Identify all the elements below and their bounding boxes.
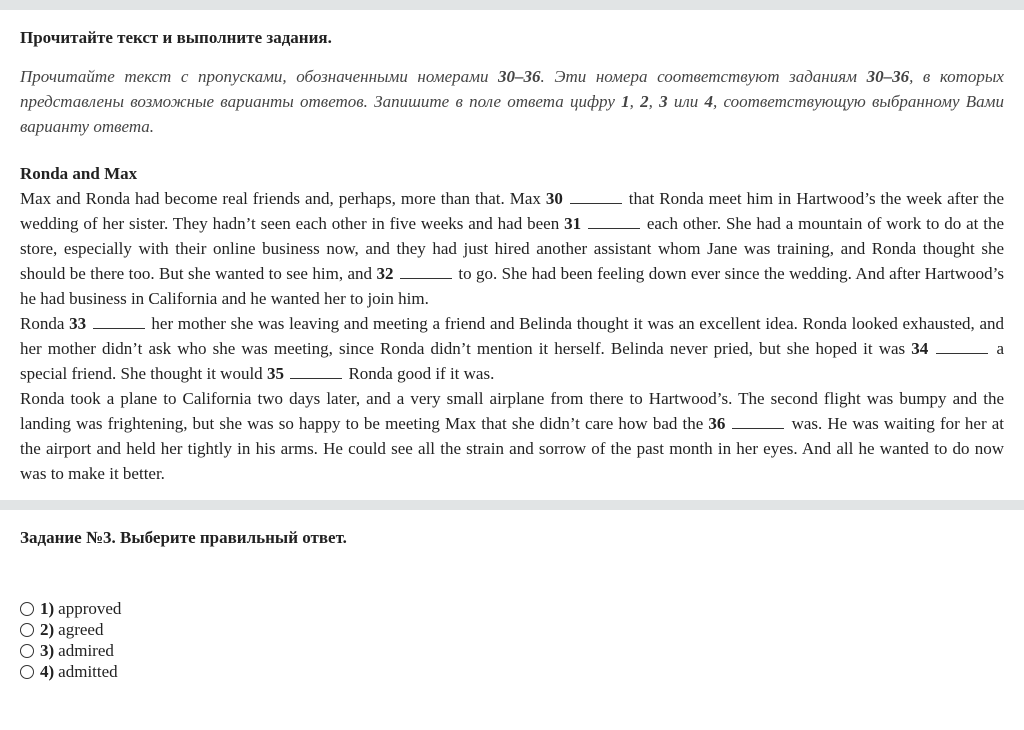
answer-option-2[interactable] — [20, 619, 1004, 640]
story-text-run: that Ronda meet him in Hartwood’s the week after the wedding of her sister. They hadn’t seen each other in five weeks and had been — [20, 189, 1005, 233]
gap-number: 33 — [69, 314, 87, 333]
gap-blank — [936, 339, 988, 354]
gap-number: 31 — [564, 214, 582, 233]
instruction-range: 30–36 — [498, 67, 541, 86]
instruction-digit: 1 — [621, 92, 630, 111]
radio-button[interactable] — [20, 665, 34, 679]
text-section — [0, 28, 1024, 486]
answer-options — [20, 598, 1004, 682]
story-text-run: to go. She had been feeling down ever since the wedding. And after Hartwood’s he had business in California and he wanted her to join him. — [20, 264, 1005, 308]
option-label: agreed — [58, 620, 104, 639]
story-text-run: each other. She had a mountain of work to do at the store, especially with their online business now, and they had just hired another assistant whom Jane was training, and Ronda thought she should be there too. But she wanted to see him, and — [20, 214, 1004, 283]
gap-number: 30 — [545, 189, 563, 208]
option-label: approved — [58, 599, 122, 618]
story-text-run: Ronda took a plane to California two days later, and a very small airplane from there to Hartwood’s. The second flight was bumpy and the landing was frightening, but she was so happy to be meeting Max that she didn’t care how bad the — [20, 389, 1004, 433]
instruction-sep: , — [648, 92, 660, 111]
story-paragraph-3 — [20, 386, 1004, 486]
option-number: 1) — [40, 599, 55, 618]
instruction-part: Прочитайте текст с пропусками, обозначенными номерами — [20, 67, 499, 86]
instruction-sep: или — [667, 92, 705, 111]
question-title: Задание №3. Выберите правильный ответ. — [20, 528, 347, 547]
gap-number: 35 — [266, 364, 284, 383]
gap-blank — [290, 364, 342, 379]
instruction-part: . Эти номера соответствуют заданиям — [540, 67, 867, 86]
story-paragraph-1 — [20, 186, 1004, 311]
question-section — [0, 528, 1024, 682]
gap-number: 36 — [708, 414, 726, 433]
option-number: 2) — [40, 620, 55, 639]
story-title: Ronda and Max — [20, 164, 138, 183]
story-text-run: a special friend. She thought it would — [20, 339, 1005, 383]
task-title: Прочитайте текст и выполните задания. — [20, 28, 332, 47]
option-label: admired — [58, 641, 114, 660]
option-number: 4) — [40, 662, 55, 681]
gap-blank — [400, 264, 452, 279]
instruction-digit: 3 — [659, 92, 668, 111]
gap-blank — [588, 214, 640, 229]
instruction-digit: 4 — [704, 92, 713, 111]
answer-option-1[interactable] — [20, 598, 1004, 619]
radio-button[interactable] — [20, 623, 34, 637]
radio-button[interactable] — [20, 602, 34, 616]
top-band — [0, 0, 1024, 10]
gap-blank — [93, 314, 145, 329]
instruction-part: , в которых представлены возможные варианты ответов. Запишите в поле ответа цифру — [20, 67, 1004, 111]
gap-blank — [732, 414, 784, 429]
story-text-run: her mother she was leaving and meeting a friend and Belinda thought it was an excellent idea. Ronda looked exhausted, and her mother didn’t ask who she was meeting, since Ronda didn’t mention it herself. Belinda never pried, but she hoped it was — [20, 314, 1005, 358]
divider-band — [0, 500, 1024, 510]
gap-number: 32 — [376, 264, 394, 283]
instruction-sep: , — [629, 92, 641, 111]
story-paragraph-2 — [20, 311, 1004, 386]
instruction-digit: 2 — [640, 92, 649, 111]
answer-option-4[interactable] — [20, 661, 1004, 682]
instruction-range: 30–36 — [866, 67, 910, 86]
story-text-run: was. He was waiting for her at the airport and held her tightly in his arms. He could see all the strain and sorrow of the past month in her eyes. And all he wanted to do now was to make it better. — [20, 414, 1005, 483]
story-text-run: Ronda — [20, 314, 70, 333]
gap-number: 34 — [911, 339, 929, 358]
story-text-run: Max and Ronda had become real friends and, perhaps, more than that. Max — [20, 189, 546, 208]
instruction-text — [20, 64, 1004, 139]
option-label: admitted — [58, 662, 118, 681]
option-number: 3) — [40, 641, 55, 660]
instruction-part: , соответствующую выбранному Вами варианту ответа. — [20, 92, 1005, 136]
gap-blank — [570, 189, 622, 204]
radio-button[interactable] — [20, 644, 34, 658]
story-text — [20, 186, 1004, 486]
story-text-run: Ronda good if it was. — [344, 364, 495, 383]
answer-option-3[interactable] — [20, 640, 1004, 661]
